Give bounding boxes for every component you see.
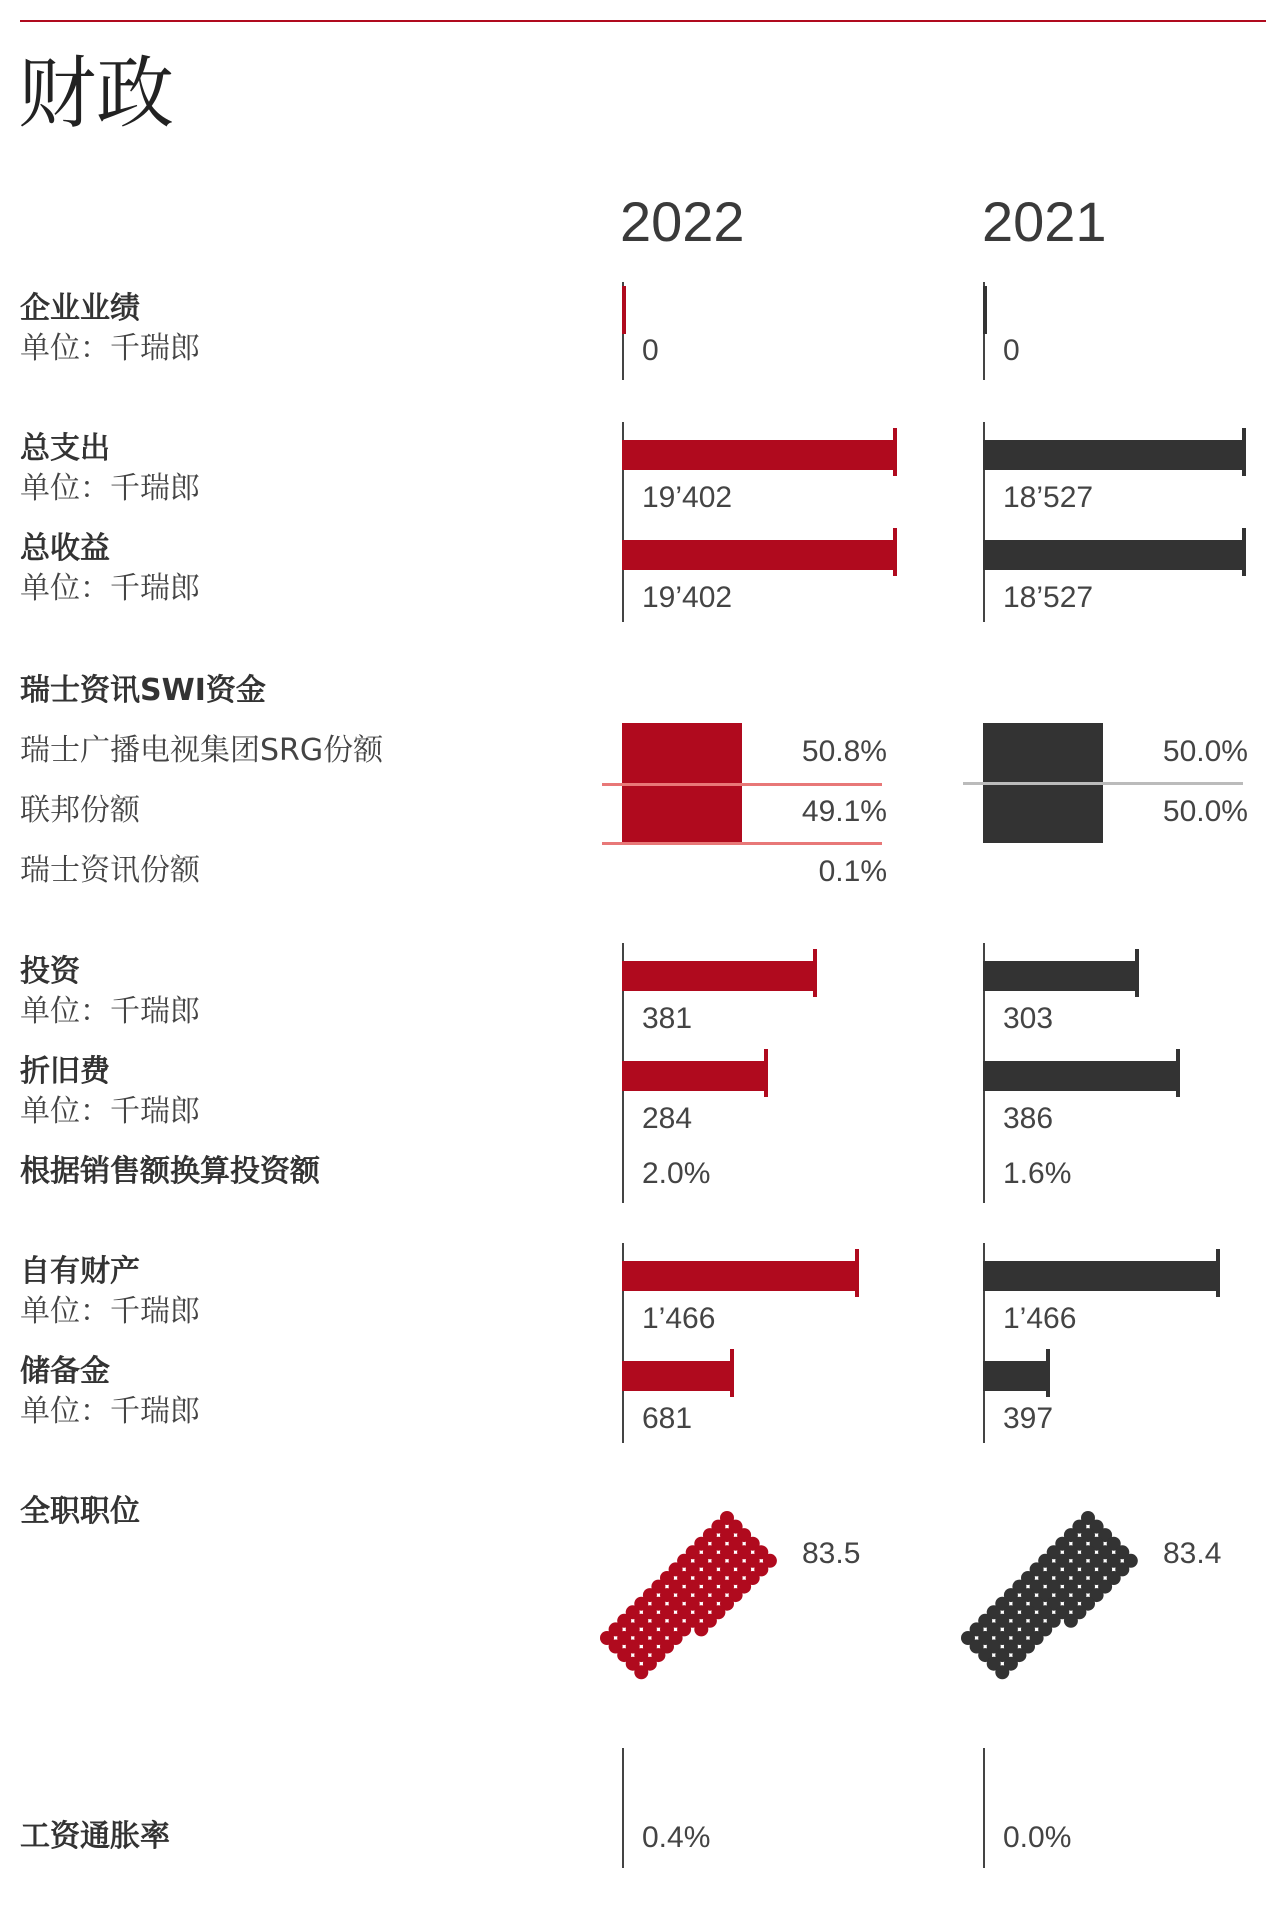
label-depreciation: 折旧费 <box>20 1054 110 1089</box>
value-label: 19’402 <box>642 481 733 514</box>
value-label: 284 <box>642 1102 693 1135</box>
label-unit: 单位：千瑞郎 <box>20 1394 200 1429</box>
label-swi-share: 瑞士资讯份额 <box>20 853 200 888</box>
value-label: 386 <box>1003 1102 1054 1135</box>
value-label: 0.4% <box>642 1821 711 1854</box>
share-value: 49.1% <box>801 795 887 828</box>
label-reserves: 储备金 <box>20 1354 110 1389</box>
label-equity: 自有财产 <box>20 1254 140 1289</box>
fte-value: 83.4 <box>1163 1537 1222 1570</box>
value-label: 397 <box>1003 1402 1054 1435</box>
share-value: 50.0% <box>1162 795 1248 828</box>
share-value: 50.8% <box>801 735 887 768</box>
label-srg-share: 瑞士广播电视集团SRG份额 <box>20 733 384 768</box>
value-label: 1.6% <box>1003 1157 1072 1190</box>
fte-dot <box>995 1665 1009 1679</box>
label-total-expenses: 总支出 <box>20 431 110 466</box>
share-value: 0.1% <box>818 855 887 888</box>
page-title: 财政 <box>18 49 175 139</box>
value-label: 18’527 <box>1003 581 1094 614</box>
fte-dot <box>694 1622 708 1636</box>
label-unit: 单位：千瑞郎 <box>20 331 200 366</box>
label-unit: 单位：千瑞郎 <box>20 994 200 1029</box>
value-label: 2.0% <box>642 1157 711 1190</box>
fte-value: 83.5 <box>802 1537 861 1570</box>
label-investment-ratio: 根据销售额换算投资额 <box>20 1154 320 1189</box>
label-business-result: 企业业绩 <box>20 291 140 326</box>
label-federal-share: 联邦份额 <box>20 793 140 828</box>
label-wage-inflation: 工资通胀率 <box>20 1819 170 1854</box>
value-label: 303 <box>1003 1002 1054 1035</box>
fte-dot <box>634 1665 648 1679</box>
value-label: 1’466 <box>642 1302 716 1335</box>
value-label: 19’402 <box>642 581 733 614</box>
label-investments: 投资 <box>20 954 80 989</box>
year-2021-header: 2021 <box>982 190 1107 253</box>
value-label: 0.0% <box>1003 1821 1072 1854</box>
label-swi-funding: 瑞士资讯SWI资金 <box>20 673 266 708</box>
fte-dot <box>1064 1614 1078 1628</box>
value-label: 0 <box>1003 334 1020 367</box>
label-fte-positions: 全职职位 <box>20 1494 140 1529</box>
label-unit: 单位：千瑞郎 <box>20 571 200 606</box>
label-total-revenue: 总收益 <box>20 531 110 566</box>
value-label: 1’466 <box>1003 1302 1077 1335</box>
value-label: 18’527 <box>1003 481 1094 514</box>
year-2022-header: 2022 <box>620 190 745 253</box>
label-unit: 单位：千瑞郎 <box>20 471 200 506</box>
value-label: 381 <box>642 1002 693 1035</box>
value-label: 0 <box>642 334 659 367</box>
share-value: 50.0% <box>1162 735 1248 768</box>
label-unit: 单位：千瑞郎 <box>20 1094 200 1129</box>
value-label: 681 <box>642 1402 693 1435</box>
label-unit: 单位：千瑞郎 <box>20 1294 200 1329</box>
